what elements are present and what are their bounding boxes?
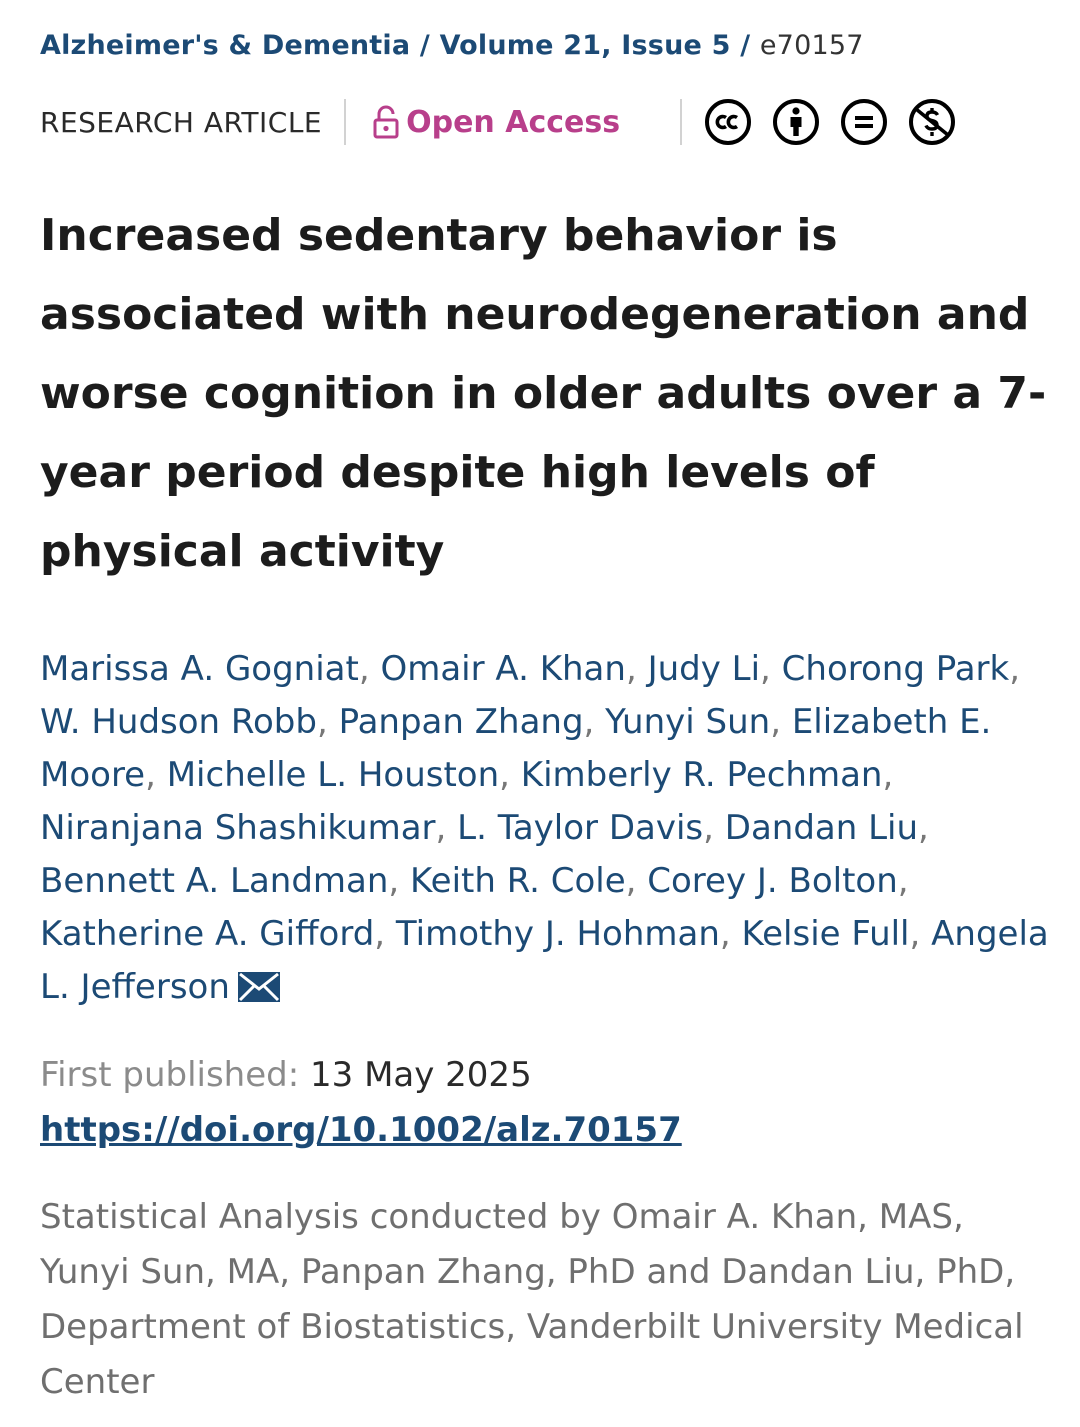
author-link[interactable]: Chorong Park <box>781 649 1010 689</box>
author-separator: , <box>358 649 381 689</box>
publication-date <box>40 1052 532 1098</box>
author-link[interactable]: Keith R. Cole <box>410 861 626 901</box>
author-link[interactable]: Bennett A. Landman <box>40 861 389 901</box>
email-icon[interactable] <box>238 972 280 1002</box>
nc-noncommercial-icon[interactable] <box>908 98 956 146</box>
author-link[interactable]: Marissa A. Gogniat <box>40 649 359 689</box>
author-separator: , <box>499 755 521 795</box>
cc-icon[interactable] <box>704 98 752 146</box>
author-separator: , <box>1009 649 1021 689</box>
volume-issue-link[interactable]: Volume 21, Issue 5 <box>439 30 731 61</box>
divider <box>680 99 682 145</box>
article-number: e70157 <box>759 30 864 61</box>
article-title: Increased sedentary behavior is associated with neurodegeneration and worse cognition in older adults over a 7-year period despite high levels of physical activity <box>40 210 1047 577</box>
author-link[interactable]: Judy Li <box>647 649 761 689</box>
breadcrumb-separator: / <box>740 30 751 61</box>
author-separator: , <box>760 649 782 689</box>
author-link[interactable]: Michelle L. Houston <box>166 755 500 795</box>
author-separator: , <box>897 861 909 901</box>
published-date: 13 May 2025 <box>310 1055 532 1095</box>
author-separator: , <box>918 808 929 848</box>
divider <box>344 99 346 145</box>
nd-no-derivatives-icon[interactable] <box>840 98 888 146</box>
author-separator: , <box>435 808 458 848</box>
author-link[interactable]: Dandan Liu <box>724 808 919 848</box>
statistical-analysis-note: Statistical Analysis conducted by Omair A. Khan, MAS, Yunyi Sun, MA, Panpan Zhang, PhD and Dandan Liu, PhD, Department of Biostatistics, Vanderbilt University Medical Center <box>40 1197 1024 1402</box>
breadcrumb-separator: / <box>419 30 430 61</box>
author-link[interactable]: Angela L. Jefferson <box>40 914 1049 1007</box>
author-separator: , <box>882 755 894 795</box>
author-link[interactable]: W. Hudson Robb <box>40 702 317 742</box>
open-access-badge <box>372 105 620 140</box>
author-separator: , <box>703 808 725 848</box>
author-link[interactable]: L. Taylor Davis <box>457 808 704 848</box>
author-link[interactable]: Panpan Zhang <box>338 702 584 742</box>
author-separator: , <box>625 861 648 901</box>
author-separator: , <box>719 914 742 954</box>
author-link[interactable]: Niranjana Shashikumar <box>40 808 436 848</box>
author-separator: , <box>909 914 932 954</box>
author-separator: , <box>374 914 396 954</box>
author-link[interactable]: Kelsie Full <box>741 914 910 954</box>
author-list <box>40 643 1050 1014</box>
author-separator: , <box>625 649 648 689</box>
by-attribution-icon[interactable] <box>772 98 820 146</box>
author-separator: , <box>145 755 167 795</box>
open-lock-icon <box>372 105 400 139</box>
author-link[interactable]: Yunyi Sun <box>605 702 771 742</box>
journal-link[interactable]: Alzheimer's & Dementia <box>40 30 411 61</box>
author-separator: , <box>583 702 606 742</box>
author-separator: , <box>770 702 792 742</box>
author-separator: , <box>388 861 411 901</box>
breadcrumb <box>40 30 864 61</box>
author-link[interactable]: Corey J. Bolton <box>647 861 898 901</box>
author-separator: , <box>316 702 339 742</box>
article-type: RESEARCH ARTICLE <box>40 105 323 139</box>
author-link[interactable]: Timothy J. Hohman <box>395 914 720 954</box>
article-meta-row <box>40 98 1040 146</box>
open-access-label: Open Access <box>406 104 621 140</box>
author-link[interactable]: Kimberly R. Pechman <box>520 755 883 795</box>
author-link[interactable]: Katherine A. Gifford <box>40 914 375 954</box>
author-link[interactable]: Elizabeth E. Moore <box>40 702 992 795</box>
published-label: First published: <box>40 1055 300 1095</box>
license-icons[interactable] <box>704 98 976 146</box>
doi-link[interactable]: https://doi.org/10.1002/alz.70157 <box>40 1110 682 1150</box>
author-link[interactable]: Omair A. Khan <box>380 649 626 689</box>
